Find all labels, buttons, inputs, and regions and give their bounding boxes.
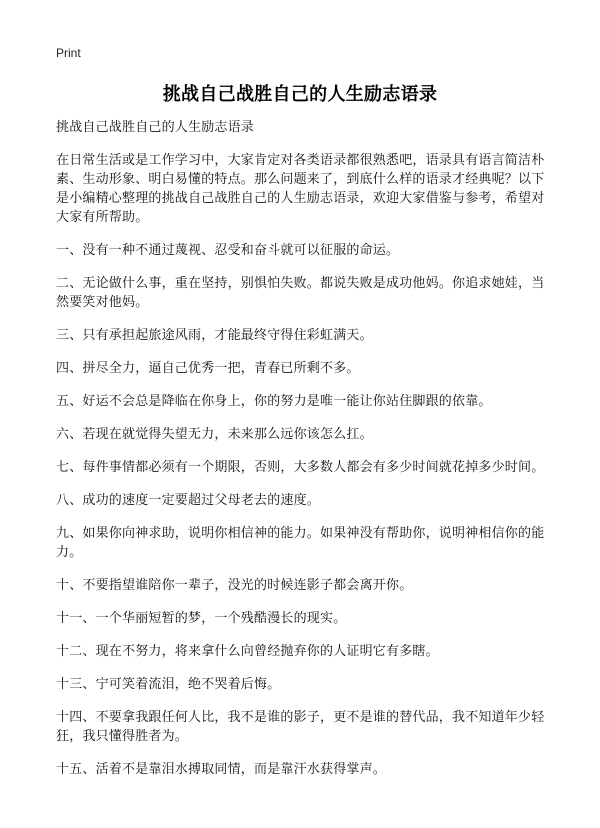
quote-item: 二、无论做什么事，重在坚持，别惧怕失败。都说失败是成功他妈。你追求她娃，当然要笑对他妈。 — [56, 276, 545, 310]
quote-item: 十三、宁可笑着流泪，绝不哭着后悔。 — [56, 677, 281, 692]
quote-item: 十、不要指望谁陪你一辈子，没光的时候连影子都会离开你。 — [56, 578, 413, 593]
quote-item: 七、每件事情都必须有一个期限，否则，大多数人都会有多少时间就花掉多少时间。 — [56, 460, 545, 475]
article-subtitle: 挑战自己战胜自己的人生励志语录 — [56, 120, 255, 135]
quote-item: 四、拼尽全力，逼自己优秀一把，青春已所剩不多。 — [56, 361, 360, 376]
intro-paragraph: 在日常生活或是工作学习中，大家肯定对各类语录都很熟悉吧，语录具有语言简洁朴素、生动形象、明白易懂的特点。那么问题来了，到底什么样的语录才经典呢？以下是小编精心整理的挑战自己战胜自己的人生励志语录，欢迎大家借鉴与参考，希望对大家有所帮助。 — [56, 153, 545, 225]
quote-item: 十二、现在不努力，将来拿什么向曾经抛弃你的人证明它有多瞎。 — [56, 644, 439, 659]
quote-item: 五、好运不会总是降临在你身上，你的努力是唯一能让你站住脚跟的依靠。 — [56, 394, 492, 409]
quote-item: 十五、活着不是靠泪水搏取同情，而是靠汗水获得掌声。 — [56, 762, 387, 777]
quote-item: 十一、一个华丽短暂的梦，一个残酷漫长的现实。 — [56, 611, 347, 626]
print-link[interactable]: Print — [56, 46, 81, 60]
quote-item: 三、只有承担起旅途风雨，才能最终守得住彩虹满天。 — [56, 328, 373, 343]
quote-item: 一、没有一种不通过蔑视、忍受和奋斗就可以征服的命运。 — [56, 243, 400, 258]
quote-item: 八、成功的速度一定要超过父母老去的速度。 — [56, 493, 321, 508]
page-title: 挑战自己战胜自己的人生励志语录 — [162, 84, 438, 105]
quote-item: 六、若现在就觉得失望无力，未来那么远你该怎么扛。 — [56, 427, 373, 442]
quote-item: 十四、不要拿我跟任何人比，我不是谁的影子，更不是谁的替代品，我不知道年少轻狂，我只懂得胜者为。 — [56, 710, 545, 744]
article-body — [56, 118, 550, 793]
quote-item: 九、如果你向神求助，说明你相信神的能力。如果神没有帮助你，说明神相信你的能力。 — [56, 526, 545, 560]
